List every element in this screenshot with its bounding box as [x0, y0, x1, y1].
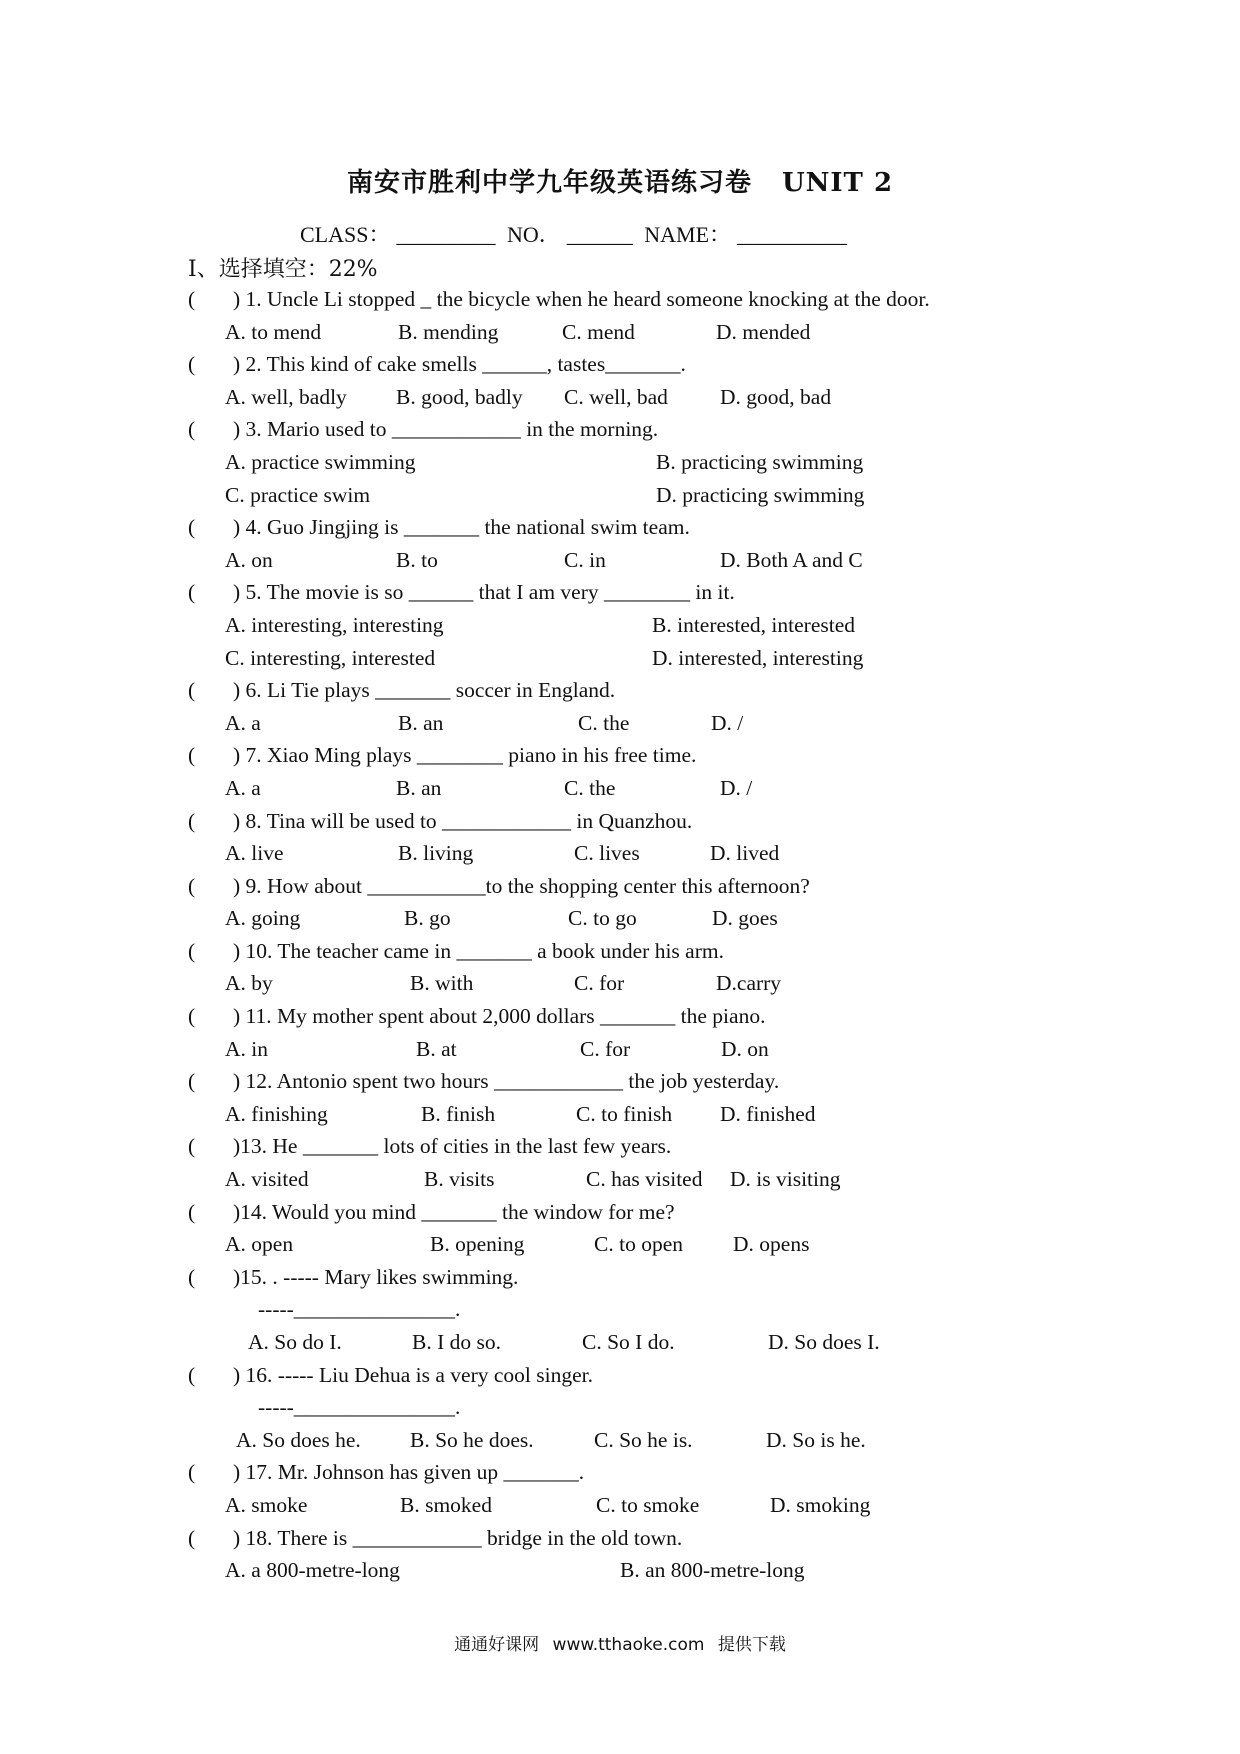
- answer-option: B. interested, interested: [652, 612, 855, 637]
- answer-option: A. by: [225, 971, 273, 996]
- section-heading: I、选择填空：22%: [188, 257, 378, 282]
- question-line: [188, 870, 1068, 903]
- answer-bracket: (: [188, 938, 196, 963]
- answer-option: C. So I do.: [582, 1330, 675, 1354]
- answer-option: D. Both A and C: [720, 547, 863, 572]
- options-row: [188, 707, 1068, 740]
- options-row: [188, 1228, 1068, 1261]
- answer-bracket: (: [188, 1460, 196, 1485]
- unit-label: UNIT 2: [781, 168, 894, 198]
- answer-option: A. a 800-metre-long: [225, 1558, 400, 1583]
- answer-option: D. So is he.: [766, 1427, 866, 1452]
- answer-option: C. to finish: [576, 1101, 673, 1126]
- answer-option: C. has visited: [586, 1167, 703, 1192]
- options-row: [188, 446, 1068, 479]
- response-line: [188, 1391, 1068, 1424]
- answer-option: D. smoking: [770, 1492, 871, 1517]
- answer-option: C. to smoke: [596, 1492, 700, 1517]
- answer-bracket: (: [188, 580, 196, 605]
- answer-option: D. good, bad: [720, 384, 832, 409]
- question-line: [188, 1522, 1068, 1555]
- question-line: [188, 576, 1068, 609]
- name-blank: __________: [737, 222, 848, 247]
- options-row: [188, 772, 1068, 805]
- answer-option: D. lived: [710, 841, 780, 866]
- answer-option: B. good, badly: [396, 384, 523, 409]
- options-row: [188, 1424, 1068, 1457]
- answer-bracket: (: [188, 417, 196, 442]
- answer-option: D. finished: [720, 1101, 816, 1126]
- question-text: ) 4. Guo Jingjing is _______ the national swim team.: [233, 515, 690, 540]
- question-line: [188, 935, 1068, 968]
- answer-bracket: (: [188, 1069, 196, 1094]
- question-text: ) 1. Uncle Li stopped _ the bicycle when he heard someone knocking at the door.: [233, 287, 930, 311]
- question-text: ) 12. Antonio spent two hours ____________ the job yesterday.: [233, 1069, 780, 1094]
- answer-option: C. in: [564, 547, 606, 572]
- answer-bracket: (: [188, 873, 196, 898]
- answer-option: D. So does I.: [768, 1330, 880, 1354]
- answer-option: C. practice swim: [225, 482, 371, 507]
- answer-option: D. opens: [733, 1232, 810, 1257]
- question-text: ) 18. There is ____________ bridge in the old town.: [233, 1525, 683, 1550]
- answer-option: A. well, badly: [225, 384, 347, 409]
- options-row: [188, 967, 1068, 1000]
- options-row: [188, 316, 1068, 349]
- question-line: [188, 1196, 1068, 1229]
- answer-bracket: (: [188, 1199, 196, 1224]
- answer-option: A. open: [225, 1232, 294, 1257]
- response-blank: -----_______________.: [258, 1395, 461, 1420]
- question-text: ) 11. My mother spent about 2,000 dollars _______ the piano.: [233, 1004, 766, 1029]
- page-footer: [0, 1630, 1240, 1655]
- answer-option: D. on: [721, 1036, 769, 1061]
- options-row: [188, 1033, 1068, 1066]
- answer-bracket: (: [188, 743, 196, 768]
- answer-bracket: (: [188, 808, 196, 833]
- answer-bracket: (: [188, 515, 196, 540]
- question-line: [188, 1000, 1068, 1033]
- answer-option: B. smoked: [400, 1492, 492, 1517]
- answer-option: C. to open: [594, 1232, 683, 1257]
- question-text: ) 10. The teacher came in _______ a book under his arm.: [233, 938, 724, 963]
- options-row: [188, 1163, 1068, 1196]
- answer-option: B. visits: [424, 1167, 495, 1192]
- question-text: ) 6. Li Tie plays _______ soccer in England.: [233, 678, 616, 703]
- answer-option: A. finishing: [225, 1101, 328, 1126]
- question-line: [188, 674, 1068, 707]
- answer-option: A. interesting, interesting: [225, 612, 444, 637]
- answer-option: B. to: [396, 547, 438, 572]
- answer-option: B. at: [416, 1036, 457, 1061]
- question-text: )14. Would you mind _______ the window for me?: [233, 1199, 675, 1224]
- page-title: [0, 162, 1240, 199]
- answer-option: C. the: [564, 775, 616, 800]
- answer-option: A. going: [225, 906, 301, 931]
- options-row: [188, 381, 1068, 414]
- options-row: [188, 642, 1068, 675]
- answer-option: B. practicing swimming: [656, 449, 864, 474]
- answer-option: C. for: [574, 971, 625, 996]
- answer-option: A. visited: [225, 1167, 309, 1192]
- question-line: [188, 1261, 1068, 1294]
- answer-bracket: (: [188, 1134, 196, 1159]
- question-line: [188, 739, 1068, 772]
- question-line: [188, 1065, 1068, 1098]
- question-line: [188, 1130, 1068, 1163]
- question-text: ) 16. ----- Liu Dehua is a very cool singer.: [233, 1362, 594, 1387]
- options-row: [188, 544, 1068, 577]
- response-blank: -----_______________.: [258, 1297, 461, 1322]
- question-list: [188, 283, 1068, 1587]
- answer-option: B. go: [404, 906, 451, 931]
- options-row: [188, 1326, 1068, 1359]
- question-line: [188, 1359, 1068, 1392]
- answer-option: B. an: [396, 775, 442, 800]
- answer-option: A. live: [225, 841, 284, 866]
- answer-option: A. to mend: [225, 319, 322, 344]
- answer-bracket: (: [188, 678, 196, 703]
- answer-option: A. practice swimming: [225, 449, 416, 474]
- answer-option: D. mended: [716, 319, 811, 344]
- options-row: [188, 837, 1068, 870]
- class-label: CLASS：: [300, 222, 391, 247]
- answer-option: B. living: [398, 841, 474, 866]
- footer-url: www.tthaoke.com: [552, 1635, 705, 1655]
- options-row: [188, 609, 1068, 642]
- question-line: [188, 1456, 1068, 1489]
- question-line: [188, 283, 1068, 316]
- name-label: NAME：: [644, 222, 732, 247]
- response-line: [188, 1293, 1068, 1326]
- answer-option: C. well, bad: [564, 384, 668, 409]
- question-text: ) 3. Mario used to ____________ in the morning.: [233, 417, 659, 442]
- student-info: [300, 218, 853, 249]
- answer-option: D. practicing swimming: [656, 482, 865, 507]
- question-text: )13. He _______ lots of cities in the last few years.: [233, 1134, 672, 1159]
- no-label: NO．: [506, 222, 561, 247]
- answer-option: A. a: [225, 775, 261, 800]
- question-line: [188, 348, 1068, 381]
- answer-bracket: (: [188, 1004, 196, 1029]
- options-row: [188, 902, 1068, 935]
- answer-option: D. /: [720, 775, 753, 800]
- answer-option: B. So he does.: [410, 1427, 534, 1452]
- answer-option: D.carry: [716, 971, 782, 996]
- answer-option: C. lives: [574, 841, 640, 866]
- options-row: [188, 1554, 1068, 1587]
- answer-option: C. for: [580, 1036, 631, 1061]
- answer-option: B. with: [410, 971, 474, 996]
- answer-option: C. So he is.: [594, 1427, 693, 1452]
- question-line: [188, 511, 1068, 544]
- answer-option: B. mending: [398, 319, 499, 344]
- question-text: ) 17. Mr. Johnson has given up _______.: [233, 1460, 585, 1485]
- answer-bracket: (: [188, 1264, 196, 1289]
- answer-option: D. interested, interesting: [652, 645, 864, 670]
- answer-option: D. /: [711, 710, 744, 735]
- no-blank: ______: [566, 222, 633, 247]
- question-text: ) 9. How about ___________to the shopping center this afternoon?: [233, 873, 810, 898]
- question-text: ) 8. Tina will be used to ____________ in Quanzhou.: [233, 808, 693, 833]
- question-text: ) 2. This kind of cake smells ______, tastes_______.: [233, 352, 686, 377]
- answer-option: B. finish: [421, 1101, 496, 1126]
- footer-site-name: 通通好课网: [454, 1635, 540, 1655]
- question-text: ) 5. The movie is so ______ that I am very ________ in it.: [233, 580, 735, 605]
- answer-option: C. mend: [562, 319, 635, 344]
- options-row: [188, 1098, 1068, 1131]
- answer-bracket: (: [188, 352, 196, 377]
- answer-option: C. interesting, interested: [225, 645, 436, 670]
- answer-option: C. the: [578, 710, 630, 735]
- answer-option: D. is visiting: [730, 1167, 841, 1192]
- footer-note: 提供下载: [717, 1635, 786, 1655]
- answer-option: C. to go: [568, 906, 637, 931]
- question-line: [188, 413, 1068, 446]
- options-row: [188, 1489, 1068, 1522]
- options-row: [188, 479, 1068, 512]
- answer-option: A. So do I.: [248, 1330, 342, 1354]
- answer-bracket: (: [188, 1525, 196, 1550]
- answer-option: A. on: [225, 547, 273, 572]
- answer-option: A. So does he.: [236, 1427, 361, 1452]
- title-text: 南安市胜利中学九年级英语练习卷: [346, 168, 752, 198]
- answer-bracket: (: [188, 1362, 196, 1387]
- question-line: [188, 805, 1068, 838]
- answer-option: A. smoke: [225, 1492, 308, 1517]
- answer-option: B. an 800-metre-long: [620, 1558, 805, 1583]
- question-text: ) 7. Xiao Ming plays ________ piano in his free time.: [233, 743, 697, 768]
- answer-option: D. goes: [712, 906, 778, 931]
- answer-option: B. opening: [430, 1232, 525, 1257]
- answer-bracket: (: [188, 287, 196, 311]
- class-blank: _________: [396, 222, 496, 247]
- question-text: )15. . ----- Mary likes swimming.: [233, 1264, 519, 1289]
- answer-option: A. in: [225, 1036, 268, 1061]
- answer-option: B. I do so.: [412, 1330, 501, 1354]
- answer-option: A. a: [225, 710, 261, 735]
- answer-option: B. an: [398, 710, 444, 735]
